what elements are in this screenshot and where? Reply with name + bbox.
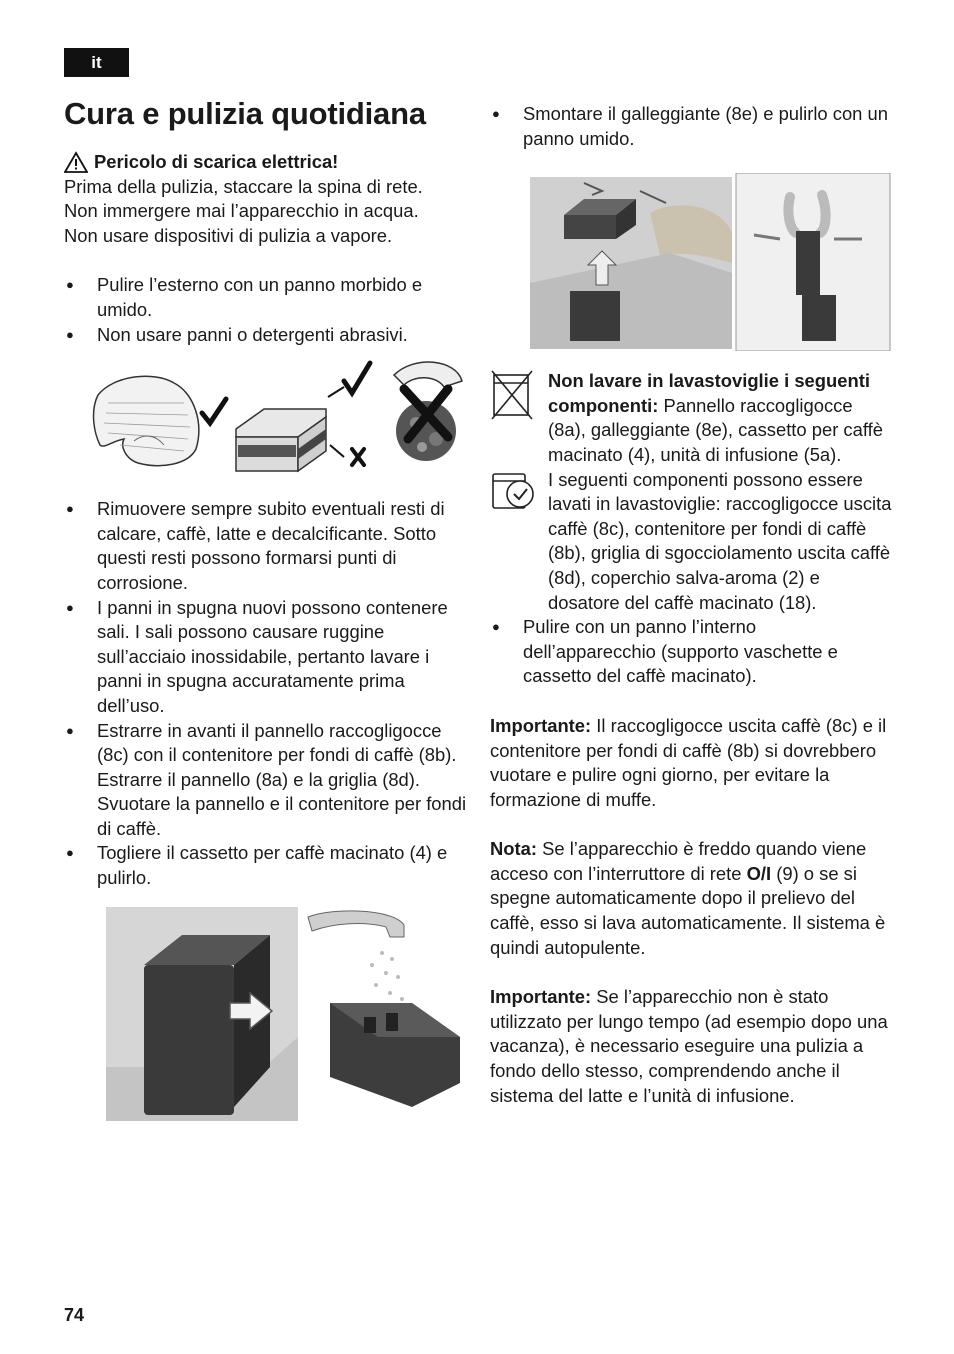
dishwasher-no-block <box>490 369 894 467</box>
cleaning-tools-illustration <box>64 353 468 501</box>
cloth-icon <box>94 376 199 465</box>
drawer-illustration <box>64 907 468 1127</box>
dishwasher-yes-text: I seguenti componenti possono essere lavati in lavastoviglie: raccogligocce uscita caffè (8c), contenitore per fondi di caffè (8b), griglia di sgocciolamento uscita caffè (8d), coperchio salva-aroma (2) e dosatore del caffè macinato (18). <box>548 468 892 613</box>
warning-heading <box>64 150 468 175</box>
arrow-icon <box>328 387 344 397</box>
important-note-1: Importante: Il raccogligocce uscita caffè (8c) e il contenitore per fondi di caffè (8b) si dovrebbero vuotare e pulire ogni giorno, per evitare la formazione di muffe. <box>490 714 887 810</box>
list-item: ● Togliere il cassetto per caffè macinato (4) e pulirlo. <box>64 841 468 890</box>
warning-line: Non immergere mai l’apparecchio in acqua. <box>64 200 419 222</box>
cleaning-bullets-2 <box>64 497 468 891</box>
check-mark-icon <box>202 399 226 423</box>
important-note-2: Importante: Se l’apparecchio non è stato utilizzato per lungo tempo (ad esempio dopo una vacanza), è necessario eseguire una pulizia a fondo dello stesso, comprendendo anche il sistema del latte e l’unità di infusione. <box>490 986 888 1106</box>
arrow-icon <box>330 445 344 457</box>
list-item: ● Estrarre in avanti il pannello raccogligocce (8c) con il contenitore per fondi di caffè (8b). Estrarre il pannello (8a) e la griglia (8d). Svuotare la pannello e il contenitore per fondi di caffè. <box>64 719 468 842</box>
right-column <box>490 102 894 1108</box>
sponge-icon <box>236 409 326 471</box>
warning-line: Non usare dispositivi di pulizia a vapore. <box>64 224 393 246</box>
no-dishwasher-icon <box>490 369 534 421</box>
warning-line: Prima della pulizia, staccare la spina di rete. <box>64 175 423 197</box>
dishwasher-no-text: Pannello raccogligocce (8a), galleggiante (8e), cassetto per caffè macinato (4), unità di infusione (5a). <box>548 394 883 465</box>
list-item: ● Rimuovere sempre subito eventuali resti di calcare, caffè, latte e decalcificante. Sotto questi resti possono formarsi punti di corrosione. <box>64 497 468 595</box>
language-tab: it <box>64 48 129 77</box>
float-illustration <box>490 173 894 351</box>
dishwasher-no-heading: Non lavare in lavastoviglie i seguenti componenti: <box>548 370 870 416</box>
check-mark-icon <box>344 363 370 393</box>
interior-bullet <box>490 615 894 689</box>
warning-title: Pericolo di scarica elettrica! <box>94 151 339 172</box>
float-bullet <box>490 102 894 151</box>
list-item: ● I panni in spugna nuovi possono contenere sali. I sali possono causare ruggine sull’acciaio inossidabile, pertanto lavare i panni in spugna accuratamente prima dell’uso. <box>64 596 468 719</box>
drawer-figure <box>64 907 468 1127</box>
cleaning-bullets-1 <box>64 273 468 347</box>
warning-triangle-icon <box>64 151 88 173</box>
list-item: ● Smontare il galleggiante (8e) e pulirlo con un panno umido. <box>490 102 894 151</box>
cross-mark-icon <box>352 449 364 465</box>
list-item: ● Non usare panni o detergenti abrasivi. <box>64 323 468 348</box>
note-paragraph: Nota: Se l’apparecchio è freddo quando viene acceso con l’interruttore di rete O/I (9) o se si spegne automaticamente dopo il prelievo del caffè, esso si lava automaticamente. Il sistema è quindi autopulente. <box>490 838 886 958</box>
left-column <box>64 150 468 1127</box>
dishwasher-safe-icon <box>490 468 536 512</box>
page-number: 74 <box>64 1305 85 1325</box>
power-switch-label: O/I <box>746 862 772 884</box>
cleaning-tools-figure <box>64 353 468 501</box>
float-figure <box>490 173 894 351</box>
list-item: ● Pulire con un panno l’interno dell’apparecchio (supporto vaschette e cassetto del caffè macinato). <box>490 615 894 689</box>
list-item: ● Pulire l’esterno con un panno morbido e umido. <box>64 273 468 322</box>
page-title: Cura e pulizia quotidiana <box>64 96 426 131</box>
dishwasher-yes-block <box>490 468 894 616</box>
